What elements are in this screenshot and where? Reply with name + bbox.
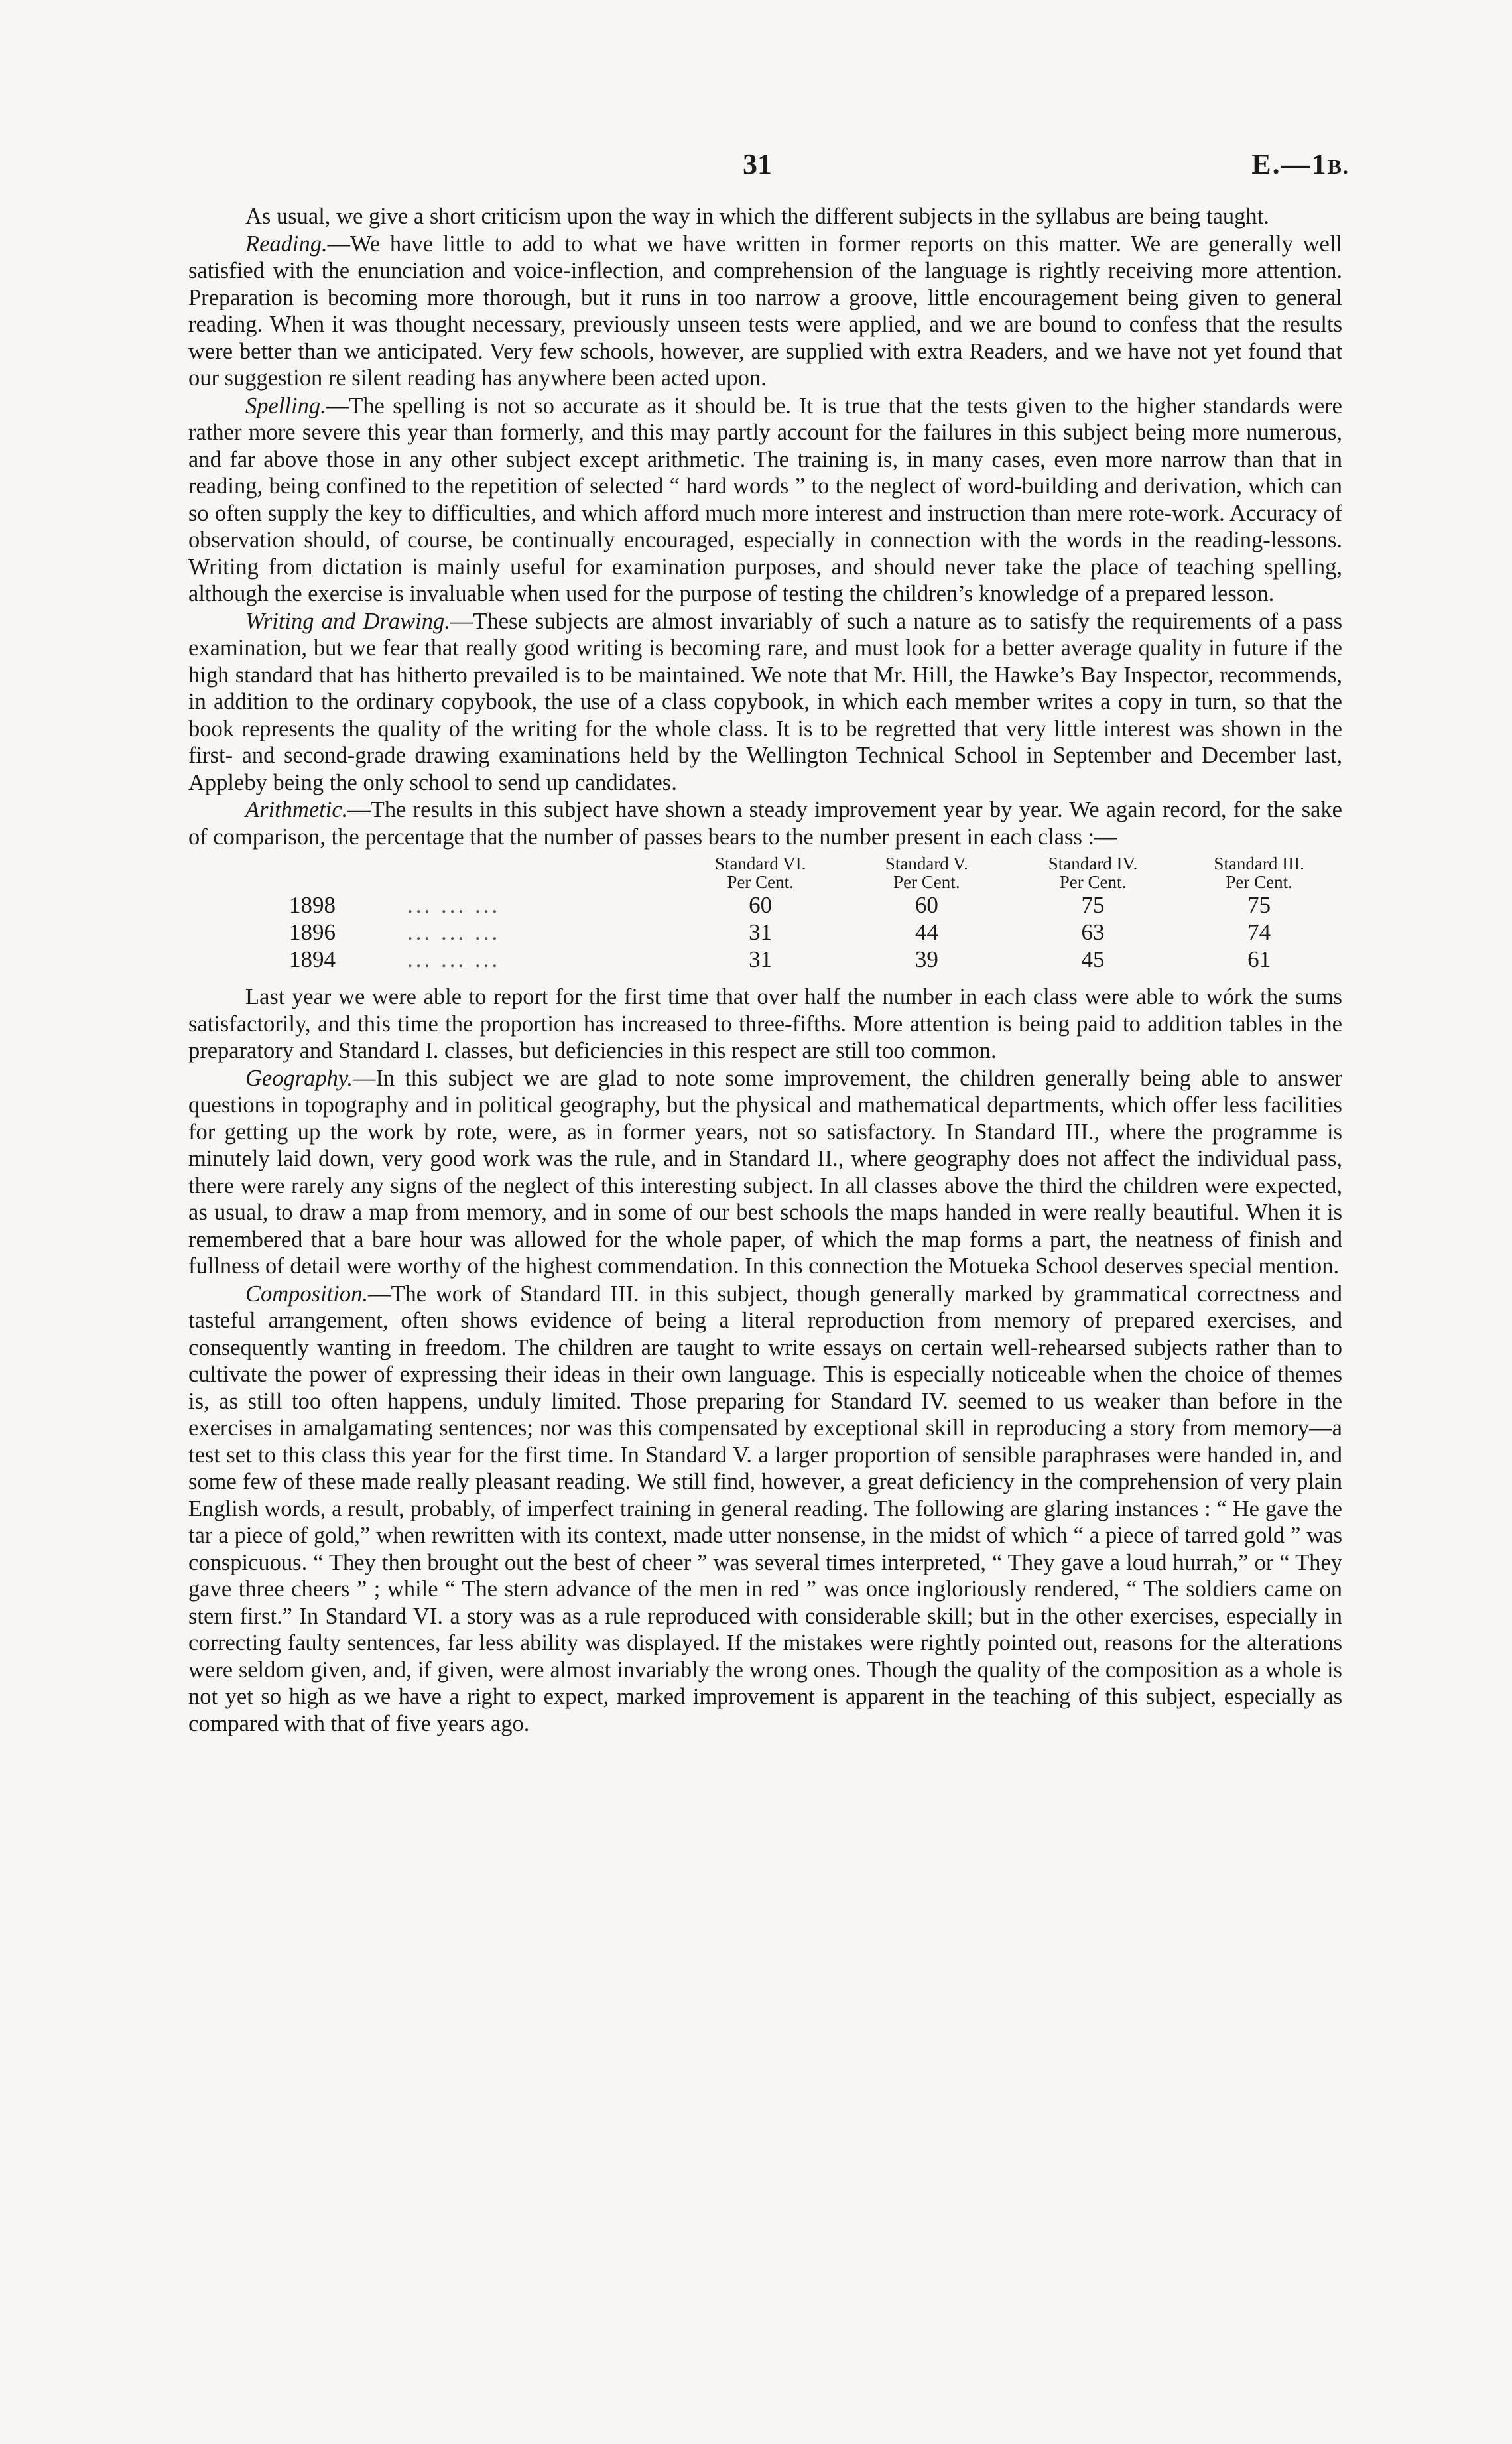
table-header-spacer — [407, 854, 677, 891]
row-leader: ... ... ... — [407, 946, 501, 972]
row-leader: ... ... ... — [407, 892, 501, 918]
column-unit: Per Cent. — [1226, 872, 1292, 892]
table-cell: 31 — [749, 946, 773, 972]
column-header — [844, 854, 1010, 891]
arithmetic-followup-paragraph: Last year we were able to report for the first time that over half the number in each class were able to wórk the sums satisfactorily, and this time the proportion has increased to three-fifths. More attention is being paid to addition tables in the preparatory and Standard I. classes, but deficiencies in this respect are still too common. — [188, 984, 1342, 1063]
geography-text: —In this subject we are glad to note some improvement, the children generally being able to answer questions in topography and in political geography, but the physical and mathematical departments, which offer less facilities for getting up the work by rote, were, as in former years, not so satisfactory. In Standard III., where the programme is minutely laid down, very good work was the rule, and in Standard II., where geography does not affect the individual pass, there were rarely any signs of the neglect of this interesting subject. In all classes above the third the children were expected, as usual, to draw a map from memory, and in some of our best schools the maps handed in were really beautiful. When it is remembered that a bare hour was allowed for the whole paper, of which the map forms a part, the neatness of finish and fullness of detail were worthy of the highest commendation. In this connection the Motueka School deserves special mention. — [188, 1065, 1342, 1279]
table-cell: 39 — [914, 946, 938, 972]
table-cell: 45 — [1081, 946, 1105, 972]
intro-paragraph: As usual, we give a short criticism upon the way in which the different subjects in the syllabus are being taught. — [245, 204, 1269, 229]
page-header — [0, 147, 1512, 187]
arithmetic-paragraph — [188, 797, 1342, 850]
reading-paragraph — [188, 231, 1342, 392]
table-cell: 61 — [1247, 946, 1271, 972]
writing-heading: Writing and Drawing. — [245, 608, 450, 634]
table-row — [188, 946, 1342, 973]
table-row — [188, 919, 1342, 946]
spelling-paragraph — [188, 393, 1342, 608]
table-cell: 31 — [749, 919, 773, 945]
table-cell: 75 — [1081, 892, 1105, 918]
composition-paragraph — [188, 1281, 1342, 1738]
column-header — [1176, 854, 1342, 891]
arithmetic-percentage-table — [188, 854, 1342, 973]
column-unit: Per Cent. — [727, 872, 794, 892]
table-header-spacer — [188, 854, 407, 891]
column-name: Standard VI. — [714, 854, 806, 873]
column-header — [677, 854, 844, 891]
arithmetic-heading: Arithmetic. — [245, 797, 348, 822]
spelling-text: —The spelling is not so accurate as it should be. It is true that the tests given to the higher standards were rather more severe this year than formerly, and this may partly account for the failures in this subject being more numerous, and far above those in any other subject except arithmetic. The training is, in many cases, even more narrow than that in reading, being confined to the repetition of selected “ hard words ” to the neglect of word-building and derivation, which can so often supply the key to difficulties, and which afford much more interest and instruction than mere rote-work. Accuracy of observation should, of course, be continually encouraged, especially in connection with the words in the reading-lessons. Writing from dictation is mainly useful for examination purposes, and should never take the place of teaching spelling, although the exercise is invaluable when used for the purpose of testing the children’s knowledge of a prepared lesson. — [188, 393, 1342, 606]
table-row — [188, 891, 1342, 919]
table-cell: 60 — [914, 892, 938, 918]
geography-paragraph — [188, 1065, 1342, 1280]
reading-text: —We have little to add to what we have written in former reports on this matter. We are generally well satisfied with the enunciation and voice-inflection, and comprehension of the language is rightly receiving more attention. Preparation is becoming more thorough, but it runs in too narrow a groove, little encouragement being given to general reading. When it was thought necessary, previously unseen tests were applied, and we are bound to confess that the results were better than we anticipated. Very few schools, however, are supplied with extra Readers, and we have not yet found that our suggestion re silent reading has anywhere been acted upon. — [188, 231, 1342, 391]
column-unit: Per Cent. — [1059, 872, 1127, 892]
row-year: 1896 — [289, 919, 336, 945]
table-cell: 74 — [1247, 919, 1271, 945]
row-leader: ... ... ... — [407, 919, 501, 945]
table-cell: 63 — [1081, 919, 1105, 945]
column-unit: Per Cent. — [893, 872, 960, 892]
reading-heading: Reading. — [245, 231, 328, 257]
column-name: Standard V. — [885, 854, 968, 873]
composition-text: —The work of Standard III. in this subject, though generally marked by grammatical correctness and tasteful arrangement, often shows evidence of being a literal reproduction from memory of prepared exercises, and consequently wanting in freedom. The children are taught to write essays on certain well-rehearsed subjects rather than to cultivate the power of expressing their ideas in their own language. This is especially noticeable when the choice of themes is, as still too often happens, unduly limited. Those preparing for Standard IV. seemed to us weaker than before in the exercises in amalgamating sentences; nor was this compensated by exceptional skill in reproducing a story from memory—a test set to this class this year for the first time. In Standard V. a larger proportion of sensible paraphrases were handed in, and some few of these made really pleasant reading. We still find, however, a great deficiency in the comprehension of very plain English words, a result, probably, of imperfect training in general reading. The following are glaring instances : “ He gave the tar a piece of gold,” when rewritten with its context, made utter nonsense, in the midst of which “ a piece of tarred gold ” was conspicuous. “ They then brought out the best of cheer ” was several times interpreted, “ They gave a loud hurrah,” or “ They gave three cheers ” ; while “ The stern advance of the men in red ” was once ingloriously rendered, “ The soldiers came on stern first.” In Standard VI. a story was as a rule reproduced with considerable skill; but in the other exercises, especially in correcting faulty sentences, far less ability was displayed. If the mistakes were rightly pointed out, reasons for the alterations were seldom given, and, if given, were almost invariably the wrong ones. Though the quality of the composition as a whole is not yet so high as we have a right to expect, marked improvement is apparent in the teaching of this subject, especially as compared with that of five years ago. — [188, 1281, 1342, 1736]
doc-ref-suffix: B. — [1327, 155, 1350, 178]
geography-heading: Geography. — [245, 1065, 353, 1091]
table-header-row — [188, 854, 1342, 891]
column-name: Standard IV. — [1048, 854, 1138, 873]
row-year: 1894 — [289, 946, 336, 972]
arithmetic-text: —The results in this subject have shown a steady improvement year by year. We again record, for the sake of comparison, the percentage that the number of passes bears to the number present in each class :— — [188, 797, 1342, 850]
table-cell: 44 — [914, 919, 938, 945]
writing-paragraph — [188, 608, 1342, 797]
column-name: Standard III. — [1214, 854, 1304, 873]
doc-ref-main: E.—1 — [1251, 148, 1328, 180]
composition-heading: Composition. — [245, 1281, 368, 1307]
row-year: 1898 — [289, 892, 336, 918]
writing-text: —These subjects are almost invariably of such a nature as to satisfy the requirements of a pass examination, but we fear that really good writing is becoming rare, and must look for a better average quality in future if the high standard that has hitherto prevailed is to be maintained. We note that Mr. Hill, the Hawke’s Bay Inspector, recommends, in addition to the ordinary copybook, the use of a class copybook, in which each member writes a copy in turn, so that the book represents the quality of the writing for the whole class. It is to be regretted that very little interest was shown in the first- and second-grade drawing examinations held by the Wellington Technical School in September and December last, Appleby being the only school to send up candidates. — [188, 608, 1342, 795]
report-body — [188, 203, 1342, 1737]
column-header — [1010, 854, 1176, 891]
table-cell: 75 — [1247, 892, 1271, 918]
table-cell: 60 — [749, 892, 773, 918]
spelling-heading: Spelling. — [245, 393, 326, 418]
document-reference — [1251, 147, 1350, 181]
page-number: 31 — [743, 148, 772, 180]
